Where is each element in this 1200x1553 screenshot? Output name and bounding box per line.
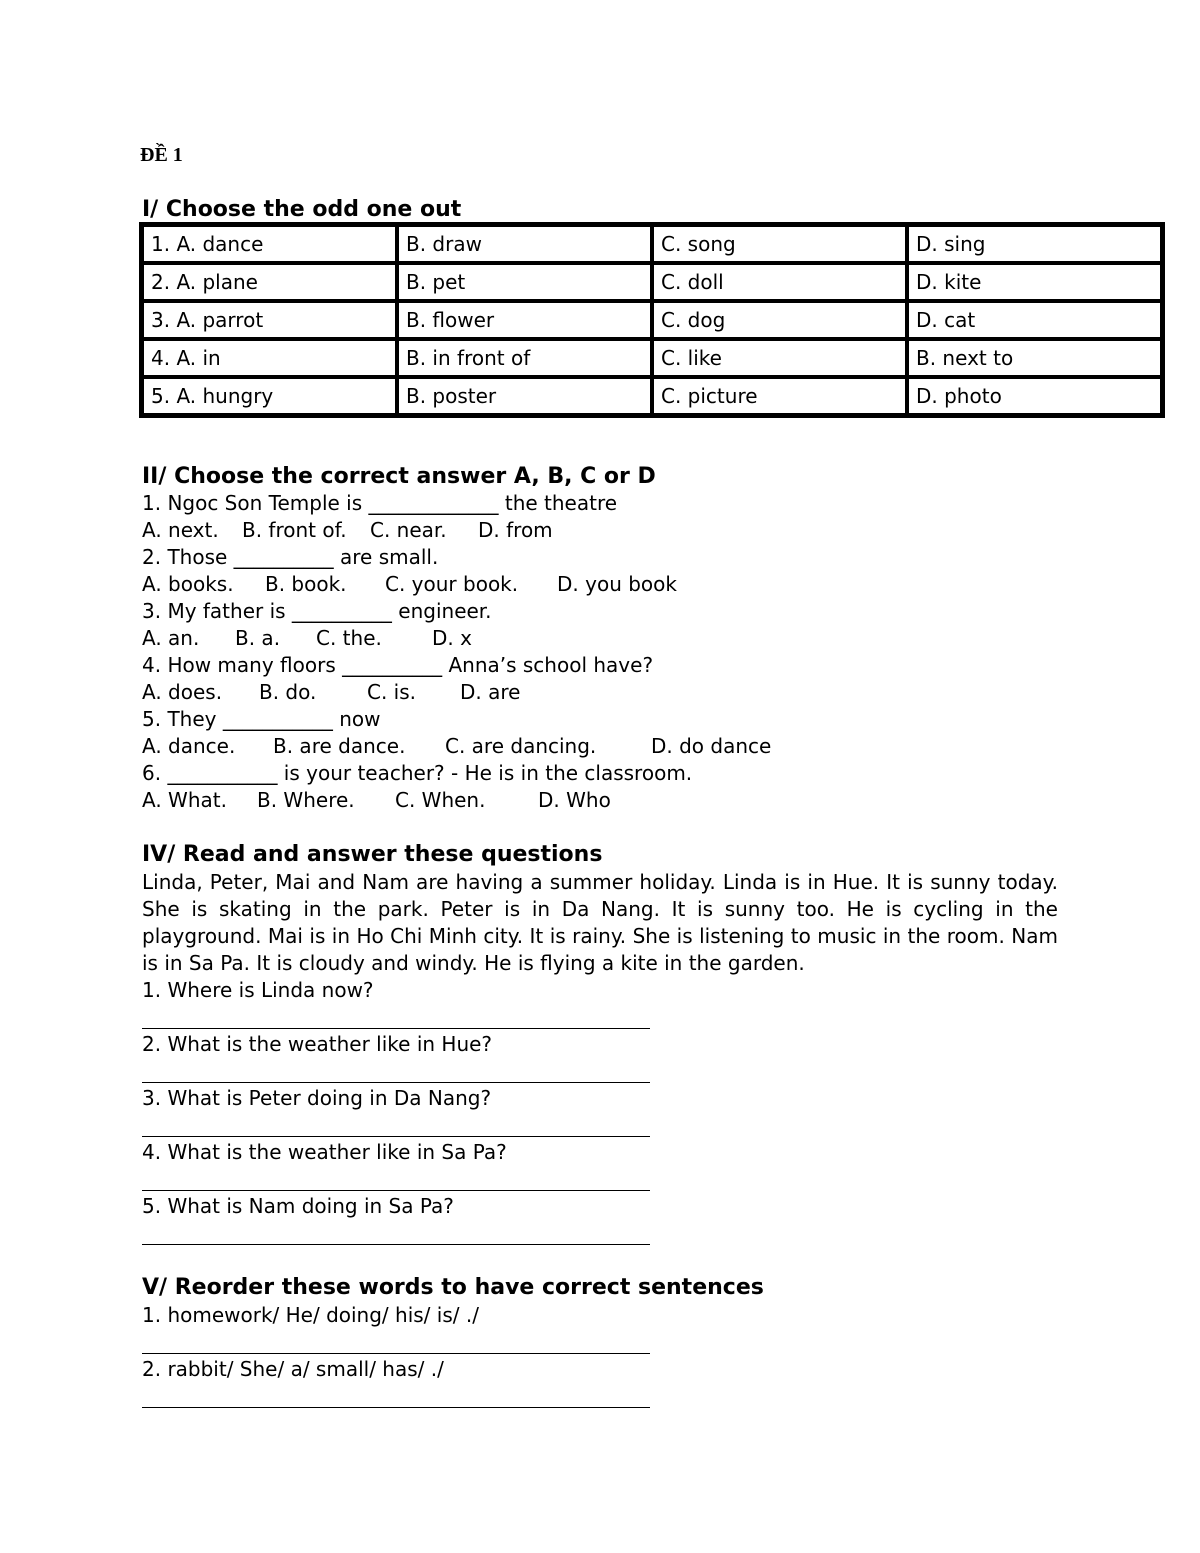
question-4: 4. How many floors __________ Anna’s school have?	[142, 653, 654, 677]
table-row	[142, 225, 1162, 263]
question-2-options	[142, 571, 677, 598]
section-4-heading: IV/ Read and answer these questions	[142, 842, 603, 867]
option-d: D. you book	[557, 572, 677, 596]
option-b: B. book.	[265, 572, 347, 596]
option-b: B. do.	[259, 680, 317, 704]
table-cell: C. song	[652, 225, 907, 263]
table-cell: C. dog	[652, 301, 907, 339]
section-1-heading: I/ Choose the odd one out	[142, 197, 462, 222]
option-d: D. do dance	[651, 734, 772, 758]
option-b: B. a.	[235, 626, 281, 650]
answer-line	[142, 1028, 650, 1029]
option-c: C. are dancing.	[445, 734, 597, 758]
table-cell: C. like	[652, 339, 907, 377]
section-5-heading: V/ Reorder these words to have correct sentences	[142, 1275, 764, 1300]
question-5: 5. They ___________ now	[142, 707, 381, 731]
option-b: B. front of.	[242, 518, 347, 542]
reading-question-2: 2. What is the weather like in Hue?	[142, 1032, 493, 1056]
question-1-options	[142, 517, 553, 544]
question-5-options	[142, 733, 771, 760]
table-cell: B. flower	[397, 301, 652, 339]
option-c: C. When.	[395, 788, 486, 812]
table-row	[142, 339, 1162, 377]
table-cell: 3. A. parrot	[142, 301, 397, 339]
worksheet-title: ĐỀ 1	[140, 144, 183, 166]
option-c: C. near.	[370, 518, 447, 542]
option-d: D. are	[460, 680, 521, 704]
answer-line	[142, 1407, 650, 1408]
table-cell: C. picture	[652, 377, 907, 415]
answer-line	[142, 1082, 650, 1083]
table-cell: C. doll	[652, 263, 907, 301]
odd-one-out-table	[139, 222, 1165, 418]
question-3-options	[142, 625, 472, 652]
question-4-options	[142, 679, 520, 706]
answer-line	[142, 1190, 650, 1191]
option-a: A. What.	[142, 788, 227, 812]
option-d: D. x	[432, 626, 472, 650]
reading-passage: Linda, Peter, Mai and Nam are having a summer holiday. Linda is in Hue. It is sunny today. She is skating in the park. Peter is in Da Nang. It is sunny too. He is cycling in the playground. Mai is in Ho Chi Minh city. It is rainy. She is listening to music in the room. Nam is in Sa Pa. It is cloudy and windy. He is flying a kite in the garden.	[142, 870, 1058, 975]
option-a: A. books.	[142, 572, 234, 596]
option-a: A. an.	[142, 626, 200, 650]
answer-line	[142, 1136, 650, 1137]
reading-question-5: 5. What is Nam doing in Sa Pa?	[142, 1194, 454, 1218]
table-row	[142, 301, 1162, 339]
question-6: 6. ___________ is your teacher? - He is in the classroom.	[142, 761, 693, 785]
table-cell: D. sing	[907, 225, 1162, 263]
table-cell: 2. A. plane	[142, 263, 397, 301]
table-cell: D. photo	[907, 377, 1162, 415]
reorder-item-2: 2. rabbit/ She/ a/ small/ has/ ./	[142, 1357, 444, 1381]
table-cell: 1. A. dance	[142, 225, 397, 263]
option-a: A. dance.	[142, 734, 236, 758]
table-cell: B. pet	[397, 263, 652, 301]
table-cell: D. kite	[907, 263, 1162, 301]
table-cell: 4. A. in	[142, 339, 397, 377]
table-cell: B. in front of	[397, 339, 652, 377]
option-b: B. are dance.	[273, 734, 406, 758]
table-cell: B. draw	[397, 225, 652, 263]
option-a: A. does.	[142, 680, 223, 704]
table-cell: B. next to	[907, 339, 1162, 377]
table-cell: B. poster	[397, 377, 652, 415]
reorder-item-1: 1. homework/ He/ doing/ his/ is/ ./	[142, 1303, 479, 1327]
question-6-options	[142, 787, 611, 814]
reading-question-3: 3. What is Peter doing in Da Nang?	[142, 1086, 492, 1110]
option-d: D. Who	[538, 788, 611, 812]
reading-question-1: 1. Where is Linda now?	[142, 978, 374, 1002]
option-d: D. from	[478, 518, 553, 542]
table-cell: 5. A. hungry	[142, 377, 397, 415]
answer-line	[142, 1353, 650, 1354]
section-2-heading: II/ Choose the correct answer A, B, C or D	[142, 464, 656, 489]
question-1: 1. Ngoc Son Temple is _____________ the theatre	[142, 491, 618, 515]
question-2: 2. Those __________ are small.	[142, 545, 439, 569]
option-a: A. next.	[142, 518, 219, 542]
option-b: B. Where.	[257, 788, 355, 812]
option-c: C. the.	[316, 626, 382, 650]
table-row	[142, 377, 1162, 415]
reading-question-4: 4. What is the weather like in Sa Pa?	[142, 1140, 507, 1164]
option-c: C. your book.	[385, 572, 519, 596]
table-row	[142, 263, 1162, 301]
option-c: C. is.	[367, 680, 417, 704]
question-3: 3. My father is __________ engineer.	[142, 599, 492, 623]
table-cell: D. cat	[907, 301, 1162, 339]
answer-line	[142, 1244, 650, 1245]
